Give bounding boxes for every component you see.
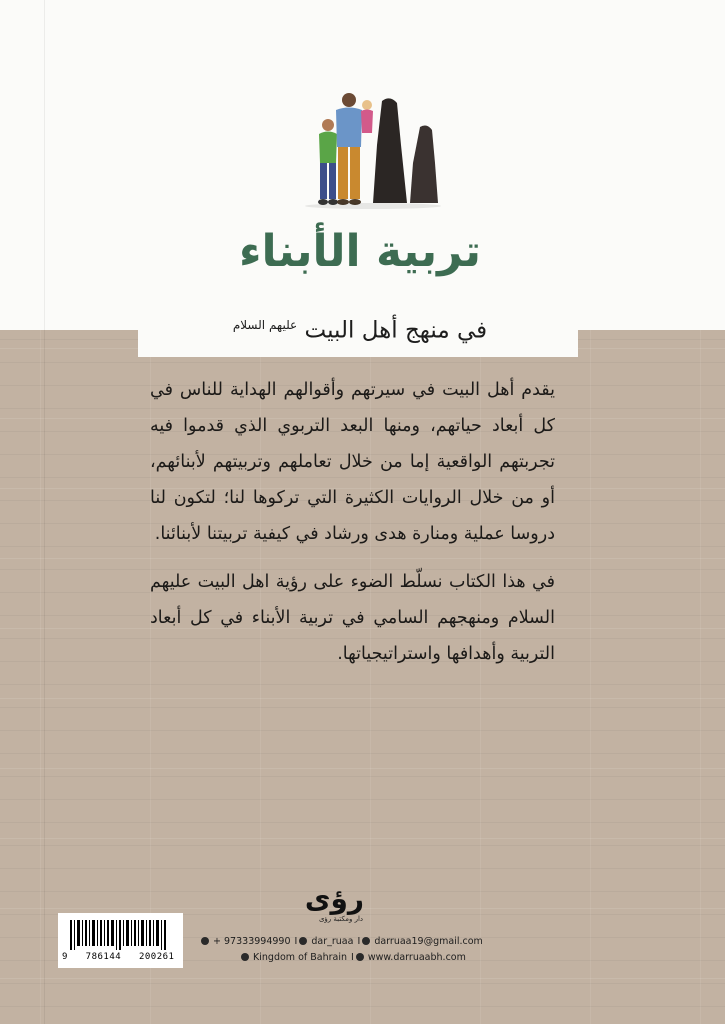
boy-figure	[318, 119, 338, 205]
mother-figure	[373, 98, 407, 203]
location-icon	[241, 953, 249, 961]
spine-crease	[44, 0, 45, 1024]
publisher-logo	[304, 882, 364, 924]
blurb-paragraph-2: في هذا الكتاب نسلّط الضوء على رؤية اهل البيت عليهم السلام ومنهجهم السامي في تربية الأبناء في كل أبعاد التربية وأهدافها واستراتيجياتها.	[150, 572, 555, 664]
contact-phone: + 97333994990	[213, 936, 291, 947]
contact-email: darruaa19@gmail.com	[374, 936, 483, 947]
contact-website: www.darruaabh.com	[367, 952, 466, 963]
honorific-mark: عليهم السلام	[232, 318, 298, 332]
globe-icon	[356, 953, 364, 961]
subtitle-text: في منهج أهل البيت	[304, 317, 488, 344]
isbn-number: 9 786144 200261	[62, 952, 175, 962]
contact-separator: I	[294, 936, 298, 947]
daughter-figure	[410, 126, 438, 203]
contact-social: dar_ruaa	[311, 936, 354, 947]
publisher-logo-subtext: دار ومكتبة رؤى	[318, 915, 364, 923]
barcode-bars	[70, 920, 170, 950]
email-icon	[362, 937, 370, 945]
phone-icon	[201, 937, 209, 945]
contact-separator: I	[351, 952, 354, 963]
contact-row-1	[200, 934, 500, 950]
contact-country: Kingdom of Bahrain	[253, 952, 347, 963]
father-figure	[336, 93, 362, 205]
blurb-paragraph-1: يقدم أهل البيت في سيرتهم وأقوالهم الهداية للناس في كل أبعاد حياتهم، ومنها البعد التربوي الذي قدموا فيه تجربتهم الواقعية إما من خلال تعاملهم وتربيتهم لأبنائهم، أو من خلال الروايات الكثيرة التي تركوها لنا؛ لتكون لنا دروسا عملية ومنارة هدى ورشاد في كيفية تربيتنا لأبنائنا.	[150, 380, 555, 544]
book-subtitle	[140, 305, 580, 351]
back-cover-blurb	[150, 372, 555, 684]
family-illustration	[303, 85, 443, 210]
instagram-icon	[299, 937, 307, 945]
contact-row-2	[200, 950, 500, 966]
small-child-figure	[361, 100, 373, 133]
isbn-barcode	[58, 913, 183, 968]
publisher-contact	[200, 934, 500, 966]
publisher-logo-mark: رؤى	[304, 882, 364, 915]
contact-separator: I	[357, 936, 361, 947]
book-title: تربية الأبناء	[239, 226, 481, 277]
